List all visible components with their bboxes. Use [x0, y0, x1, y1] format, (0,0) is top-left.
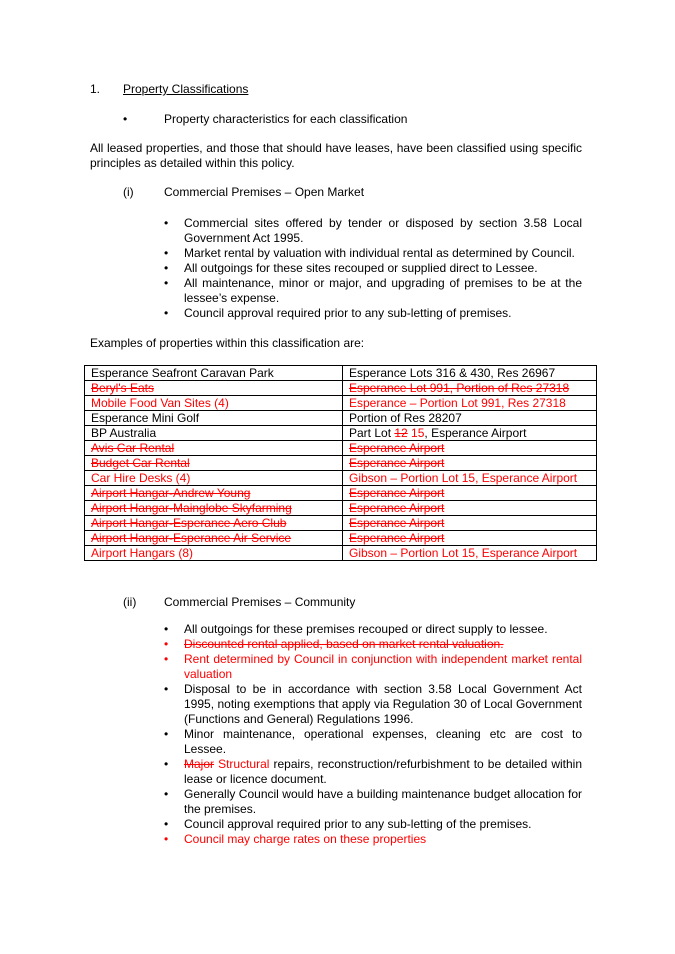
- section-ii-bullet-list: [164, 622, 582, 847]
- property-location: Esperance Airport: [343, 501, 597, 516]
- property-location: Esperance Lots 316 & 430, Res 26967: [343, 366, 597, 381]
- property-name: Airport Hangar-Esperance Air Service: [85, 531, 343, 546]
- list-item: • Minor maintenance, operational expenses, cleaning etc are cost to Lessee.: [164, 727, 582, 756]
- list-item: • All outgoings for these premises recouped or direct supply to lessee.: [164, 622, 548, 636]
- table-row: [85, 396, 597, 411]
- property-name: Esperance Seafront Caravan Park: [85, 366, 343, 381]
- property-location: Esperance Airport: [343, 486, 597, 501]
- list-item: • Rent determined by Council in conjunction with independent market rental valuation: [164, 652, 582, 681]
- list-item: • Market rental by valuation with individual rental as determined by Council.: [164, 246, 575, 260]
- property-name: Mobile Food Van Sites (4): [85, 396, 343, 411]
- intro-paragraph: All leased properties, and those that should have leases, have been classified using specific principles as detailed within this policy.: [90, 141, 582, 170]
- property-name: Beryl's Eats: [85, 381, 343, 396]
- property-location: Gibson – Portion Lot 15, Esperance Airport: [343, 471, 597, 486]
- property-name: Airport Hangars (8): [85, 546, 343, 561]
- property-location: Part Lot 12 15, Esperance Airport: [343, 426, 597, 441]
- table-row: [85, 471, 597, 486]
- list-item: • All outgoings for these sites recouped or supplied direct to Lessee.: [164, 261, 538, 275]
- deleted-text: 12: [394, 426, 408, 440]
- section-heading: [90, 82, 248, 96]
- section-i-bullet-list: [164, 216, 582, 321]
- table-row: [85, 501, 597, 516]
- table-row: [85, 366, 597, 381]
- list-item: • Commercial sites offered by tender or disposed by section 3.58 Local Government Act 1995.: [164, 216, 582, 245]
- table-row: [85, 546, 597, 561]
- property-location: Esperance – Portion Lot 991, Res 27318: [343, 396, 597, 411]
- sub-bullet: [123, 112, 407, 126]
- inserted-text: Structural: [214, 757, 270, 771]
- sub-bullet-text: Property characteristics for each classification: [164, 112, 408, 126]
- property-location: Gibson – Portion Lot 15, Esperance Airport: [343, 546, 597, 561]
- list-item: • Disposal to be in accordance with section 3.58 Local Government Act 1995, noting exemptions that apply via Regulation 30 of Local Government (Functions and General) Regulations 1996.: [164, 682, 582, 726]
- table-row: [85, 531, 597, 546]
- property-location: Esperance Lot 991, Portion of Res 27318: [343, 381, 597, 396]
- heading-number: 1.: [90, 82, 101, 96]
- list-item: • Council approval required prior to any sub-letting of the premises.: [164, 817, 532, 831]
- property-name: Budget Car Rental: [85, 456, 343, 471]
- property-location: Esperance Airport: [343, 531, 597, 546]
- table-row: [85, 516, 597, 531]
- list-item: • Generally Council would have a building maintenance budget allocation for the premises.: [164, 787, 582, 816]
- section-i-numeral: (i): [123, 185, 134, 199]
- list-item: • Council may charge rates on these properties: [164, 832, 427, 846]
- property-name: Esperance Mini Golf: [85, 411, 343, 426]
- property-name: BP Australia: [85, 426, 343, 441]
- bullet-glyph: •: [123, 112, 128, 126]
- inserted-text: 15: [407, 426, 425, 440]
- table-row: [85, 486, 597, 501]
- section-ii-title: Commercial Premises – Community: [164, 595, 356, 609]
- table-row: [85, 441, 597, 456]
- property-name: Airport Hangar-Esperance Aero Club: [85, 516, 343, 531]
- section-ii-numeral: (ii): [123, 595, 137, 609]
- property-location: Esperance Airport: [343, 441, 597, 456]
- table-row: [85, 426, 597, 441]
- property-location: Esperance Airport: [343, 516, 597, 531]
- property-location: Portion of Res 28207: [343, 411, 597, 426]
- properties-table: [84, 365, 597, 561]
- property-name: Airport Hangar-Andrew Young: [85, 486, 343, 501]
- section-i-heading: [123, 185, 364, 199]
- deleted-text: Major: [184, 757, 215, 771]
- examples-label: Examples of properties within this classification are:: [90, 336, 365, 350]
- list-item: • Discounted rental applied, based on market rental valuation.: [164, 637, 504, 651]
- section-ii-heading: [123, 595, 355, 609]
- list-item: • Council approval required prior to any sub-letting of premises.: [164, 306, 512, 320]
- table-row: [85, 381, 597, 396]
- heading-title: Property Classifications: [123, 82, 249, 96]
- property-location: Esperance Airport: [343, 456, 597, 471]
- table-row: [85, 411, 597, 426]
- table-row: [85, 456, 597, 471]
- property-name: Car Hire Desks (4): [85, 471, 343, 486]
- property-name: Airport Hangar-Mainglobe Skyfarming: [85, 501, 343, 516]
- property-name: Avis Car Rental: [85, 441, 343, 456]
- list-item: • Major Structural repairs, reconstruction/refurbishment to be detailed within lease or licence document.: [164, 757, 582, 786]
- list-item: • All maintenance, minor or major, and upgrading of premises to be at the lessee’s expense.: [164, 276, 582, 305]
- section-i-title: Commercial Premises – Open Market: [164, 185, 365, 199]
